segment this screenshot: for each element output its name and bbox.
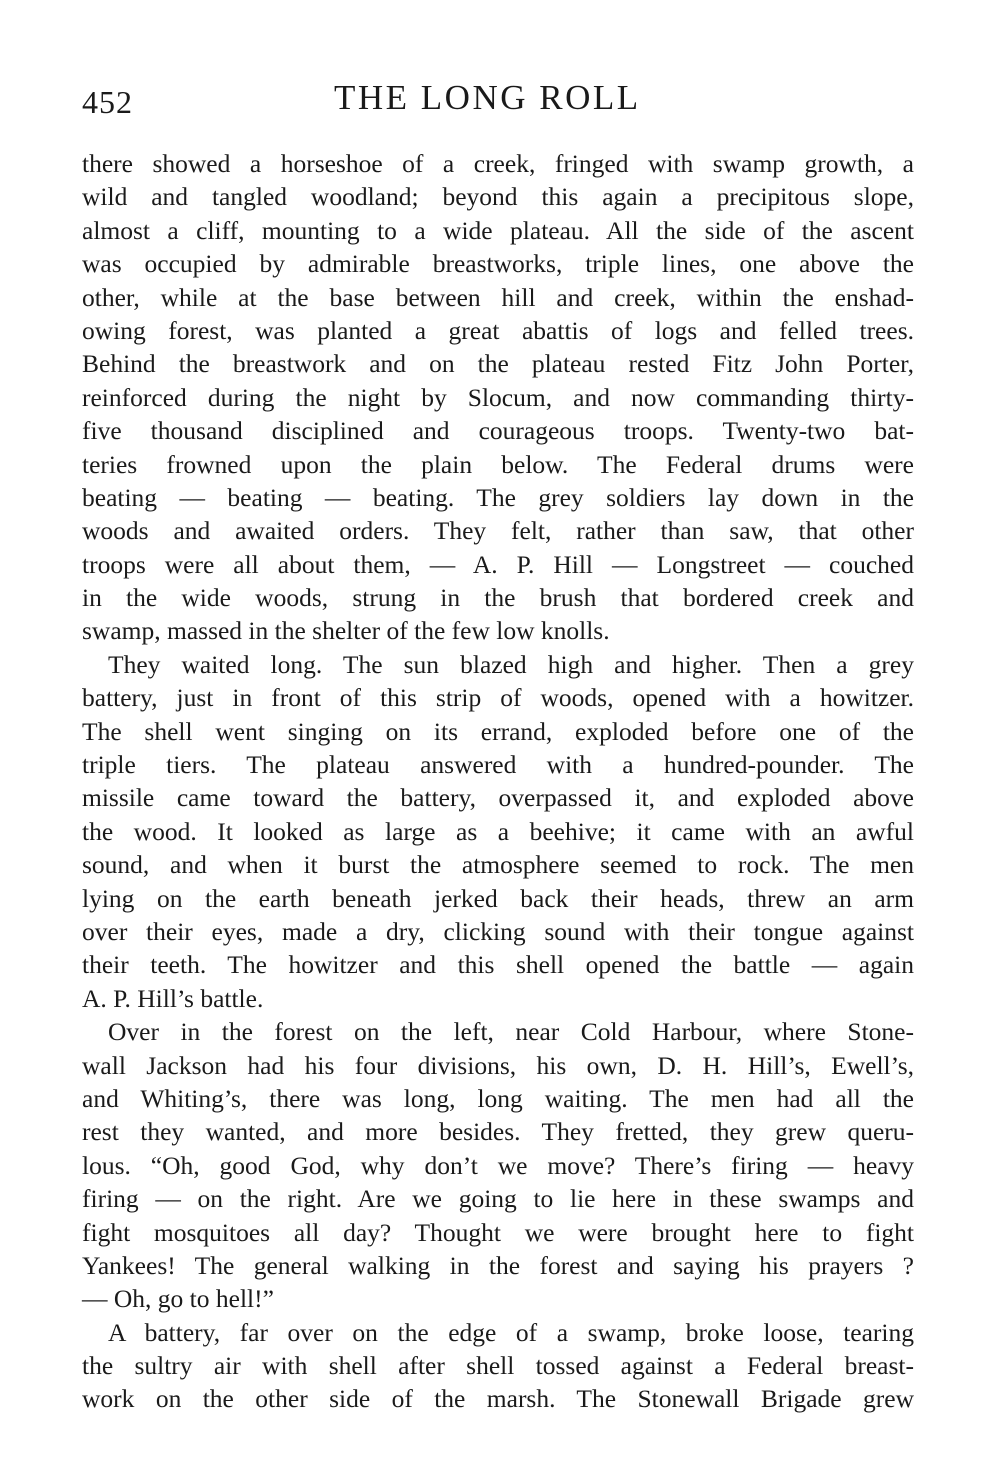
text-line: almost a cliff, mounting to a wide plateau. All the side of the ascent xyxy=(82,215,914,245)
text-line: sound, and when it burst the atmosphere seemed to rock. The men xyxy=(82,850,914,880)
text-line: — Oh, go to hell!” xyxy=(82,1284,274,1314)
paragraph xyxy=(82,1316,914,1416)
text-line: beating — beating — beating. The grey soldiers lay down in the xyxy=(82,482,914,512)
text-line: battery, just in front of this strip of woods, opened with a howitzer. xyxy=(82,683,914,713)
body-text xyxy=(82,147,914,1416)
text-line: A. P. Hill’s battle. xyxy=(82,983,264,1013)
text-line: lous. “Oh, good God, why don’t we move? There’s firing — heavy xyxy=(82,1150,914,1180)
text-line: other, while at the base between hill and creek, within the enshad- xyxy=(82,282,914,312)
paragraph xyxy=(82,1015,914,1316)
text-line: in the wide woods, strung in the brush that bordered creek and xyxy=(82,583,914,613)
text-line: Yankees! The general walking in the forest and saying his prayers ? xyxy=(82,1250,914,1280)
text-line: the wood. It looked as large as a beehive; it came with an awful xyxy=(82,816,914,846)
paragraph xyxy=(82,147,914,648)
text-line: was occupied by admirable breastworks, triple lines, one above the xyxy=(82,249,914,279)
text-line: the sultry air with shell after shell tossed against a Federal breast- xyxy=(82,1351,914,1381)
text-line: Behind the breastwork and on the plateau rested Fitz John Porter, xyxy=(82,349,914,379)
paragraph xyxy=(82,648,914,1015)
text-line: fight mosquitoes all day? Thought we were brought here to fight xyxy=(82,1217,914,1247)
text-line: woods and awaited orders. They felt, rather than saw, that other xyxy=(82,516,914,546)
text-line: They waited long. The sun blazed high and higher. Then a grey xyxy=(108,649,914,679)
text-line: over their eyes, made a dry, clicking sound with their tongue against xyxy=(82,916,914,946)
text-line: Over in the forest on the left, near Cold Harbour, where Stone- xyxy=(108,1017,914,1047)
page-header xyxy=(82,78,914,128)
text-line: lying on the earth beneath jerked back their heads, threw an arm xyxy=(82,883,914,913)
text-line: wall Jackson had his four divisions, his own, D. H. Hill’s, Ewell’s, xyxy=(82,1050,914,1080)
text-line: rest they wanted, and more besides. They fretted, they grew queru- xyxy=(82,1117,914,1147)
text-line: reinforced during the night by Slocum, and now commanding thirty- xyxy=(82,382,914,412)
text-line: five thousand disciplined and courageous troops. Twenty-two bat- xyxy=(82,416,914,446)
running-head: THE LONG ROLL xyxy=(334,78,641,117)
text-line: wild and tangled woodland; beyond this again a precipitous slope, xyxy=(82,182,914,212)
page-number: 452 xyxy=(82,84,133,120)
text-line: work on the other side of the marsh. The Stonewall Brigade grew xyxy=(82,1384,914,1414)
text-line: teries frowned upon the plain below. The Federal drums were xyxy=(82,449,914,479)
text-line: The shell went singing on its errand, exploded before one of the xyxy=(82,716,914,746)
text-line: their teeth. The howitzer and this shell opened the battle — again xyxy=(82,950,914,980)
text-line: there showed a horseshoe of a creek, fringed with swamp growth, a xyxy=(82,149,914,178)
text-line: missile came toward the battery, overpassed it, and exploded above xyxy=(82,783,914,813)
text-line: swamp, massed in the shelter of the few low knolls. xyxy=(82,616,610,646)
text-line: firing — on the right. Are we going to lie here in these swamps and xyxy=(82,1184,914,1214)
text-line: owing forest, was planted a great abattis of logs and felled trees. xyxy=(82,315,914,345)
text-line: and Whiting’s, there was long, long waiting. The men had all the xyxy=(82,1083,914,1113)
text-line: triple tiers. The plateau answered with a hundred-pounder. The xyxy=(82,750,914,780)
text-line: A battery, far over on the edge of a swamp, broke loose, tearing xyxy=(108,1317,914,1347)
text-line: troops were all about them, — A. P. Hill — Longstreet — couched xyxy=(82,549,914,579)
